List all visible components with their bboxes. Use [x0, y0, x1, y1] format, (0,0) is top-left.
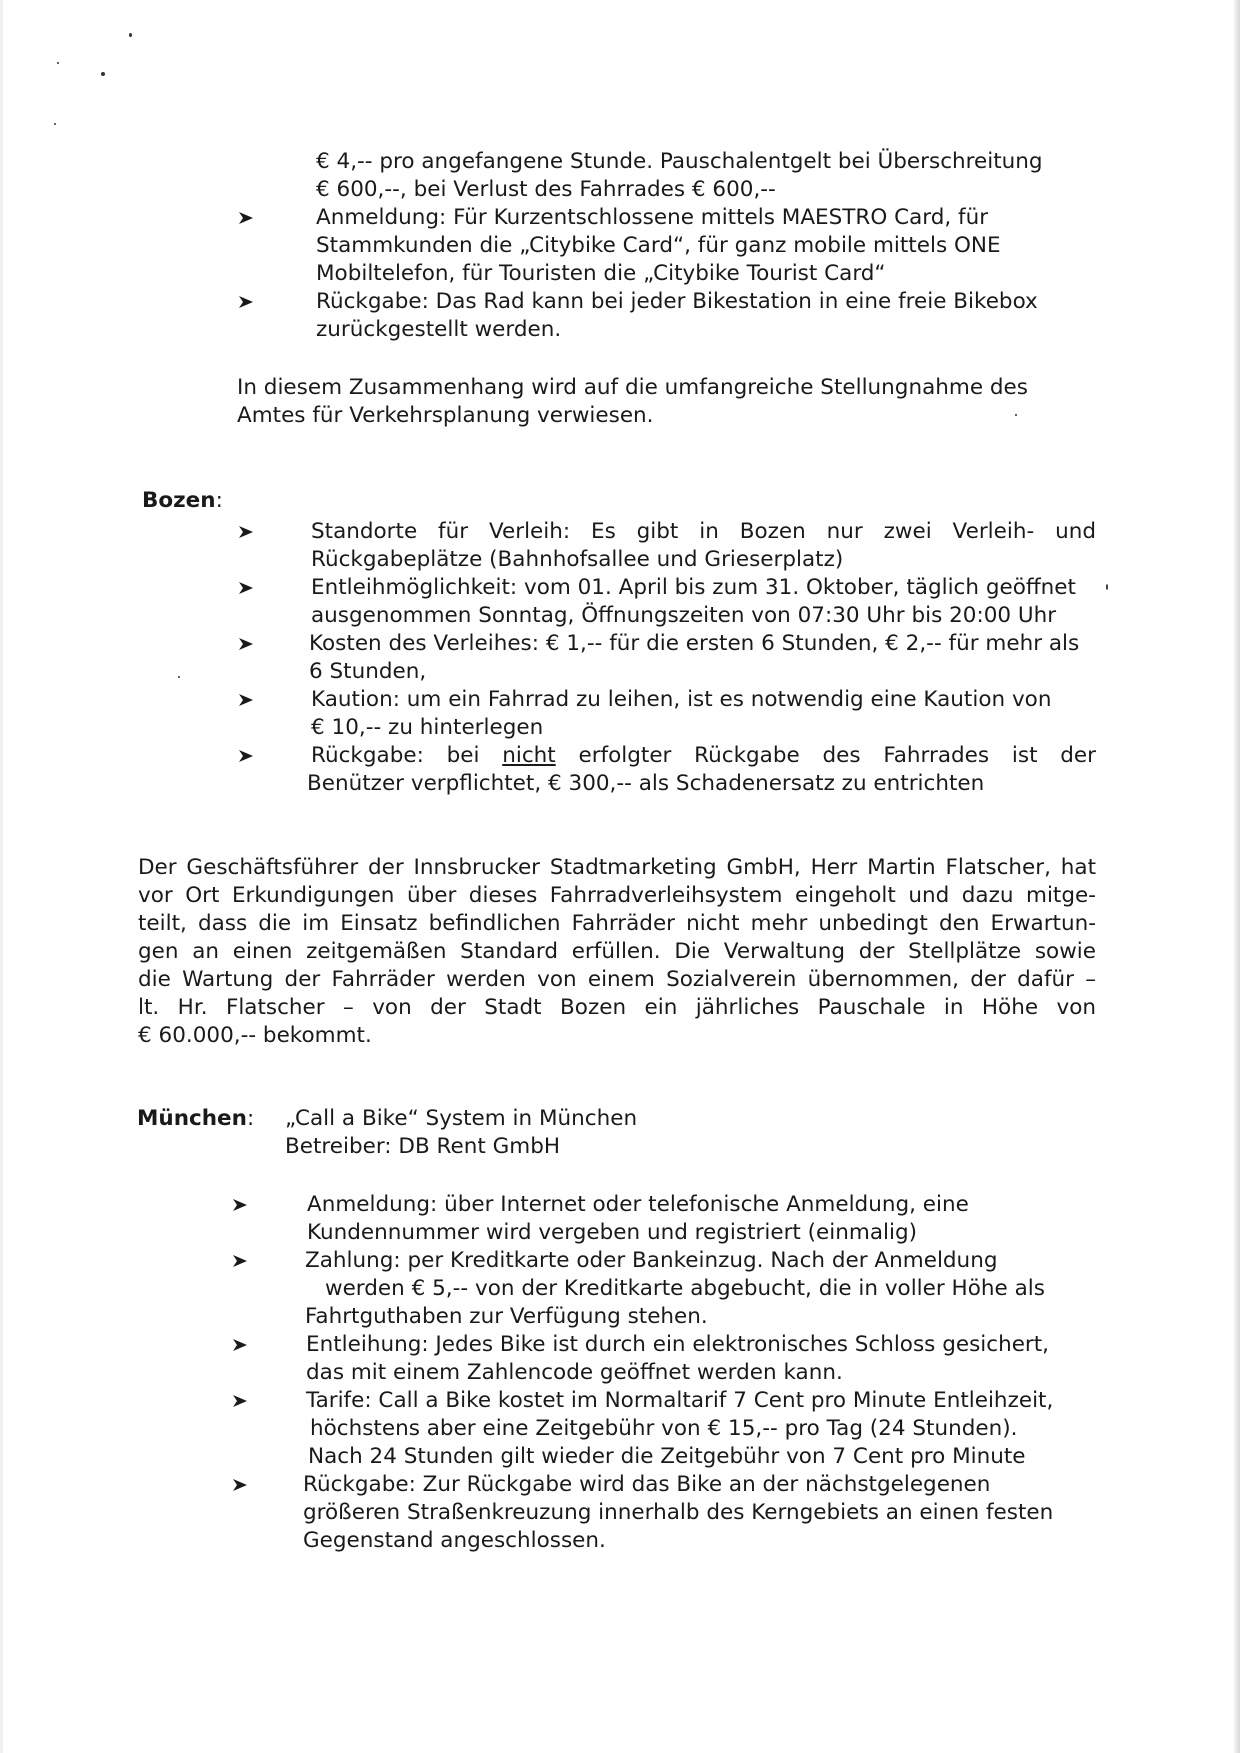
text-line: die Wartung der Fahrräder werden von einem Sozialverein übernommen, der dafür –	[138, 967, 1096, 992]
muenchen-tariffs-text	[306, 1387, 1053, 1471]
arrow-bullet-icon	[232, 1477, 248, 1493]
bozen-costs-text	[309, 630, 1079, 686]
text-segment: erfolgter Rückgabe des Fahrrades ist der	[555, 743, 1096, 768]
bozen-heading-label: Bozen	[142, 488, 216, 513]
arrow-bullet-icon	[232, 1393, 248, 1409]
scan-speck	[57, 62, 59, 64]
text-line: Stammkunden die „Citybike Card“, für ganz mobile mittels ONE	[316, 233, 1001, 258]
text-line: € 600,--, bei Verlust des Fahrrades € 600,--	[316, 177, 776, 202]
text-line: Rückgabe: Zur Rückgabe wird das Bike an der nächstgelegenen	[303, 1472, 991, 1497]
muenchen-heading-label: München	[137, 1106, 247, 1131]
muenchen-return-text	[303, 1471, 1053, 1555]
muenchen-heading	[137, 1105, 254, 1133]
heading-colon: :	[246, 1106, 255, 1131]
bozen-return-text	[311, 742, 1096, 770]
text-line: Standorte für Verleih: Es gibt in Bozen nur zwei Verleih- und	[311, 519, 1096, 544]
scan-speck	[54, 123, 56, 125]
text-line: vor Ort Erkundigungen über dieses Fahrradverleihsystem eingeholt und dazu mitge-	[138, 883, 1096, 908]
scan-edge-right	[1234, 0, 1240, 1753]
text-line: Kundennummer wird vergeben und registriert (einmalig)	[307, 1220, 917, 1245]
text-line: Benützer verpflichtet, € 300,-- als Schadenersatz zu entrichten	[307, 771, 985, 796]
text-line: Kosten des Verleihes: € 1,-- für die ersten 6 Stunden, € 2,-- für mehr als	[309, 631, 1080, 656]
text-line: zurückgestellt werden.	[316, 317, 562, 342]
scan-speck	[178, 676, 180, 678]
text-line: Mobiltelefon, für Touristen die „Citybike Tourist Card“	[316, 261, 886, 286]
bozen-heading	[142, 487, 223, 515]
bozen-return-text-line2	[307, 770, 984, 798]
text-line: teilt, dass die im Einsatz befindlichen Fahrräder nicht mehr unbedingt den Erwartun-	[138, 911, 1096, 936]
bozen-locations-text	[311, 518, 1096, 546]
muenchen-rental-text	[306, 1331, 1049, 1387]
bozen-availability-text	[311, 574, 1076, 630]
scan-edge-left	[0, 0, 3, 1753]
text-line: höchstens aber eine Zeitgebühr von € 15,-- pro Tag (24 Stunden).	[310, 1416, 1018, 1441]
text-line: gen an einen zeitgemäßen Standard erfüllen. Die Verwaltung der Stellplätze sowie	[138, 939, 1096, 964]
text-line: lt. Hr. Flatscher – von der Stadt Bozen ein jährliches Pauschale in Höhe von	[138, 995, 1096, 1020]
innsbruck-registration-text	[316, 204, 1001, 288]
bozen-locations-text-line2	[311, 546, 843, 574]
underlined-word: nicht	[502, 743, 556, 768]
text-line: Kaution: um ein Fahrrad zu leihen, ist es notwendig eine Kaution von	[311, 687, 1052, 712]
system-name: „Call a Bike“ System in München	[285, 1106, 638, 1131]
text-line: Anmeldung: Für Kurzentschlossene mittels MAESTRO Card, für	[316, 205, 989, 230]
arrow-bullet-icon	[238, 210, 254, 226]
heading-colon: :	[215, 488, 223, 513]
text-line: werden € 5,-- von der Kreditkarte abgebucht, die in voller Höhe als	[325, 1276, 1045, 1301]
arrow-bullet-icon	[232, 1197, 248, 1213]
innsbruck-note	[237, 374, 1028, 430]
muenchen-intro	[285, 1105, 637, 1161]
text-line: Nach 24 Stunden gilt wieder die Zeitgebühr von 7 Cent pro Minute	[308, 1444, 1026, 1469]
text-line: Amtes für Verkehrsplanung verwiesen.	[237, 403, 654, 428]
text-line: Entleihung: Jedes Bike ist durch ein elektronisches Schloss gesichert,	[306, 1332, 1050, 1357]
text-line: Rückgabeplätze (Bahnhofsallee und Grieserplatz)	[311, 547, 844, 572]
bozen-deposit-text	[311, 686, 1051, 742]
text-line: Gegenstand angeschlossen.	[303, 1528, 606, 1553]
text-line: Entleihmöglichkeit: vom 01. April bis zum 31. Oktober, täglich geöffnet	[311, 575, 1076, 600]
text-line: € 10,-- zu hinterlegen	[311, 715, 544, 740]
text-line: Der Geschäftsführer der Innsbrucker Stadtmarketing GmbH, Herr Martin Flatscher, hat	[138, 855, 1096, 880]
text-line: Tarife: Call a Bike kostet im Normaltarif 7 Cent pro Minute Entleihzeit,	[306, 1388, 1054, 1413]
text-line: ausgenommen Sonntag, Öffnungszeiten von 07:30 Uhr bis 20:00 Uhr	[311, 603, 1057, 628]
operator-name: Betreiber: DB Rent GmbH	[285, 1134, 561, 1159]
text-segment: Rückgabe: bei	[311, 743, 503, 768]
text-line: Zahlung: per Kreditkarte oder Bankeinzug. Nach der Anmeldung	[305, 1248, 998, 1273]
text-line: € 4,-- pro angefangene Stunde. Pauschalentgelt bei Überschreitung	[316, 149, 1043, 174]
text-line: das mit einem Zahlencode geöffnet werden kann.	[306, 1360, 843, 1385]
text-line: größeren Straßenkreuzung innerhalb des Kerngebiets an einen festen	[303, 1500, 1054, 1525]
scan-speck	[129, 33, 132, 37]
arrow-bullet-icon	[238, 580, 254, 596]
arrow-bullet-icon	[238, 692, 254, 708]
text-line: Fahrtguthaben zur Verfügung stehen.	[305, 1304, 708, 1329]
innsbruck-return-text	[316, 288, 1038, 344]
arrow-bullet-icon	[238, 294, 254, 310]
text-line: 6 Stunden,	[309, 659, 427, 684]
muenchen-payment-text	[305, 1247, 1045, 1331]
arrow-bullet-icon	[232, 1253, 248, 1269]
text-line: In diesem Zusammenhang wird auf die umfangreiche Stellungnahme des	[237, 375, 1028, 400]
innsbruck-cost-continuation	[316, 148, 1043, 204]
scan-speck	[101, 72, 105, 76]
bozen-paragraph	[138, 854, 1096, 1050]
text-line	[311, 742, 1096, 770]
muenchen-registration-text	[307, 1191, 969, 1247]
text-line: Rückgabe: Das Rad kann bei jeder Bikestation in eine freie Bikebox	[316, 289, 1038, 314]
scan-speck	[1106, 584, 1108, 590]
arrow-bullet-icon	[238, 748, 254, 764]
arrow-bullet-icon	[232, 1337, 248, 1353]
text-line: € 60.000,-- bekommt.	[138, 1023, 372, 1048]
arrow-bullet-icon	[238, 636, 254, 652]
arrow-bullet-icon	[238, 524, 254, 540]
text-line: Anmeldung: über Internet oder telefonische Anmeldung, eine	[307, 1192, 969, 1217]
